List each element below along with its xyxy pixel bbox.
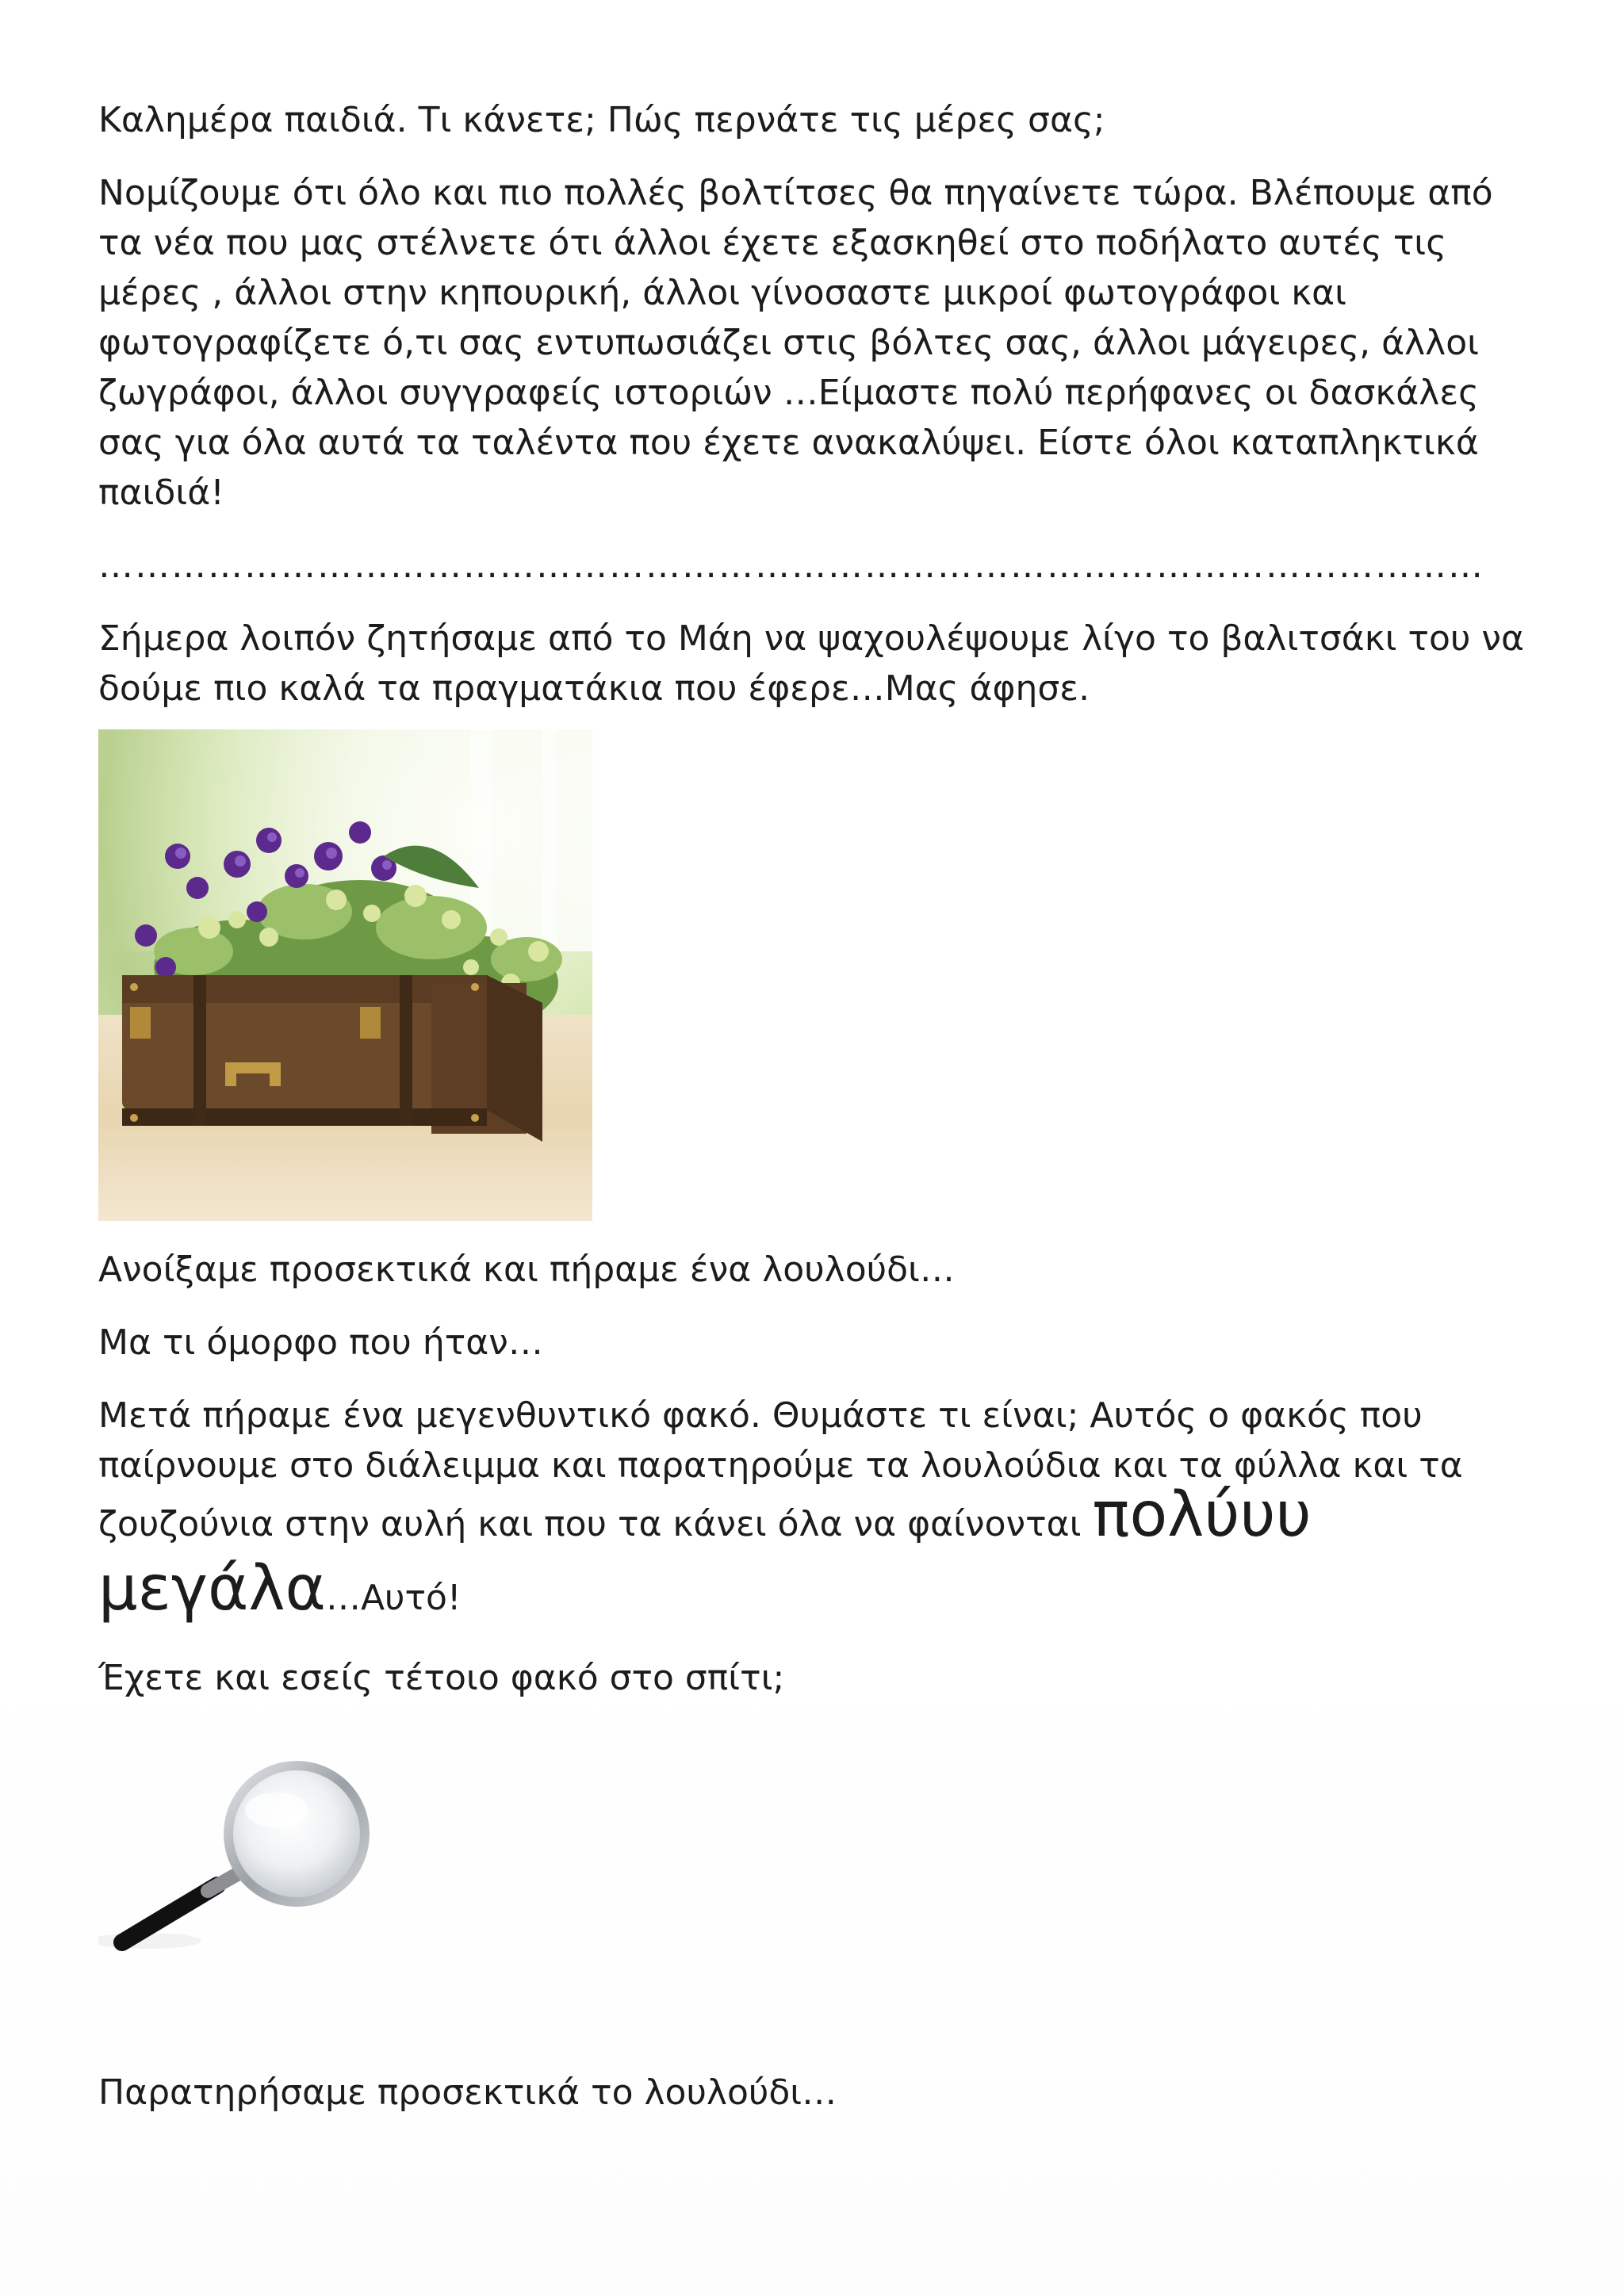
lens-text-start: Μετά πήραμε ένα μεγενθυντικό φακό. Θυμάστε τι είναι; Αυτός ο φακός που παίρνουμε στο διάλειμμα και παρατηρούμε τα λουλούδια και τα φύλλα και τα ζουζούνια στην αυλή και που τα κάνει όλα να φαίνονται bbox=[98, 1395, 1463, 1544]
emphasis-big: μεγάλα bbox=[98, 1553, 326, 1624]
magnifier-icon bbox=[98, 1758, 431, 1996]
lens-text-end: …Αυτό! bbox=[325, 1578, 462, 1618]
lens-paragraph-end bbox=[98, 1553, 1534, 1630]
suitcase-flowers-photo bbox=[98, 729, 592, 1221]
suitcase-illustration bbox=[98, 729, 592, 1221]
today-paragraph: Σήμερα λοιπόν ζητήσαμε από το Μάη να ψαχουλέψουμε λίγο το βαλιτσάκι του να δούμε πιο καλά τα πραγματάκια που έφερε…Μας άφησε. bbox=[98, 618, 1524, 709]
document-body bbox=[98, 95, 1534, 2141]
intro-paragraph: Νομίζουμε ότι όλο και πιο πολλές βολτίτσες θα πηγαίνετε τώρα. Βλέπουμε από τα νέα που μας στέλνετε ότι άλλοι έχετε εξασκηθεί στο ποδήλατο αυτές τις μέρες , άλλοι στην κηπουρική, άλλοι γίνοσαστε μικροί φωτογράφοι και φωτογραφίζετε ό,τι σας εντυπωσιάζει στις βόλτες σας, άλλοι μάγειρες, άλλοι ζωγράφοι, άλλοι συγγραφείς ιστοριών …Είμαστε πολύ περήφανες οι δασκάλες σας για όλα αυτά τα ταλέντα που έχετε ανακαλύψει. Είστε όλοι καταπληκτικά παιδιά! bbox=[98, 173, 1493, 513]
question-paragraph: Έχετε και εσείς τέτοιο φακό στο σπίτι; bbox=[98, 1658, 785, 1698]
opened-paragraph: Ανοίξαμε προσεκτικά και πήραμε ένα λουλούδι… bbox=[98, 1249, 955, 1290]
beautiful-paragraph: Μα τι όμορφο που ήταν… bbox=[98, 1322, 543, 1363]
dotted-separator: …………………………………………………………………………………………………… bbox=[98, 545, 1484, 586]
magnifying-glass-photo bbox=[98, 1758, 431, 1996]
emphasis-very: πολύυυ bbox=[1092, 1479, 1312, 1551]
greeting-paragraph: Καλημέρα παιδιά. Τι κάνετε; Πώς περνάτε τις μέρες σας; bbox=[98, 100, 1105, 140]
lens-paragraph bbox=[98, 1391, 1534, 1549]
observed-paragraph: Παρατηρήσαμε προσεκτικά το λουλούδι… bbox=[98, 2072, 837, 2113]
